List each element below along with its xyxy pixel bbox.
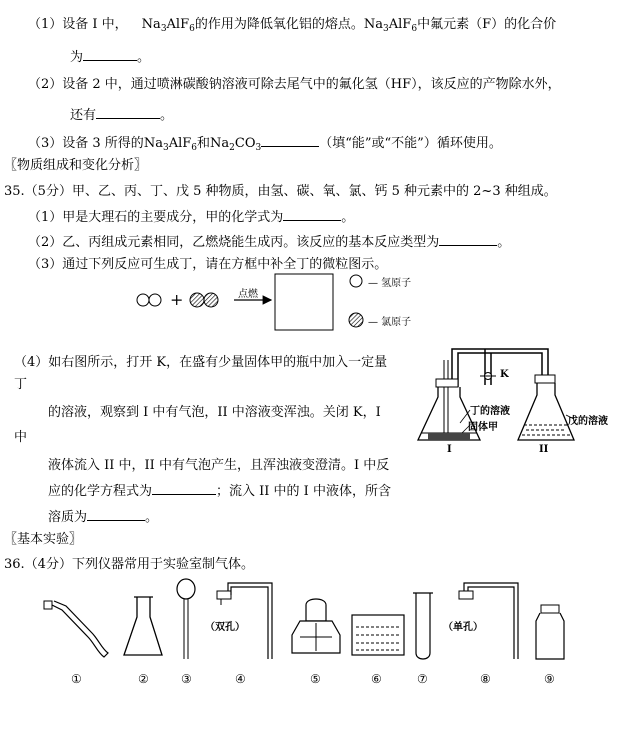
q35-part4-line7: 溶质为 。 (48, 510, 159, 525)
plus-sign: + (170, 290, 184, 309)
hydrogen-molecule-icon (137, 294, 161, 306)
answer-blank[interactable] (439, 233, 497, 246)
answer-blank[interactable] (152, 482, 216, 495)
instrument-number: ⑥ (371, 672, 382, 686)
chlorine-molecule-icon (190, 293, 218, 307)
legend-chlorine-label: — 氯原子 (368, 317, 412, 328)
q34-part2-line1: （2）设备 2 中，通过喷淋碳酸钠溶液可除去尾气中的氟化氢（HF），该反应的产物除水外， (28, 77, 561, 92)
instrument-number: ③ (181, 672, 192, 686)
q35-part4-line1: （4）如右图所示，打开 K，在盛有少量固体甲的瓶中加入一定量 (14, 355, 388, 370)
valve-k-label: K (500, 369, 509, 380)
answer-blank[interactable] (96, 106, 160, 119)
answer-blank[interactable] (83, 48, 137, 61)
answer-box (275, 274, 333, 330)
wu-solution-label: 戊的溶液 (568, 416, 608, 427)
section-header-composition: 〖物质组成和变化分析〗 (4, 158, 148, 173)
tag-single-hole: （单孔） (443, 622, 483, 633)
legend-chlorine-icon (349, 313, 363, 327)
instrument-2-conical-flask-icon (124, 597, 162, 655)
flask-II-icon (518, 375, 574, 440)
flask-II-label: II (539, 444, 549, 455)
answer-blank[interactable] (87, 508, 145, 521)
tag-double-hole: （双孔） (205, 622, 245, 633)
answer-blank[interactable] (283, 208, 341, 221)
section-header-basic-experiment: 〖基本实验〗 (4, 532, 83, 547)
q34-part1-line1: （1）设备 I 中， $Na_3AlF_6$的作用为降低氧化铝的熔点。$Na_3AlF_6$中氟元素（F）的化合价 (28, 17, 557, 34)
q35-part4-line2: 丁 (14, 377, 28, 392)
instrument-9-gas-jar-icon (536, 605, 564, 659)
q34-part2-line2: 还有 。 (70, 108, 174, 123)
q35-stem: 35.（5分）甲、乙、丙、丁、戊 5 种物质，由氢、碳、氧、氯、钙 5 种元素中的 2~3 种组成。 (4, 184, 557, 199)
q34-part3: （3）设备 3 所得的$Na_3AlF_6$和$Na_2CO_3$ （填“能”或“不能”）循环使用。 (28, 136, 502, 153)
lab-instruments-row (0, 575, 619, 665)
q35-part2: （2）乙、丙组成元素相同，乙燃烧能生成丙。该反应的基本反应类型为 。 (28, 235, 511, 250)
instrument-number: ⑦ (417, 672, 428, 686)
q35-part4-line3: 的溶液，观察到 I 中有气泡，II 中溶液变浑浊。关闭 K，I (48, 405, 381, 420)
instrument-number: ① (71, 672, 82, 686)
q35-part3: （3）通过下列反应可生成丁，请在方框中补全丁的微粒图示。 (28, 257, 388, 272)
answer-blank[interactable] (261, 134, 319, 147)
q35-part1: （1）甲是大理石的主要成分，甲的化学式为 。 (28, 210, 355, 225)
instrument-number: ⑧ (480, 672, 491, 686)
q34-part1-line2: 为 。 (70, 50, 151, 65)
legend-hydrogen-label: — 氢原子 (368, 278, 412, 289)
instrument-number: ⑤ (310, 672, 321, 686)
q35-part4-line4: 中 (14, 430, 28, 445)
two-flask-apparatus (0, 345, 619, 455)
flask-I-label: I (447, 444, 452, 455)
instrument-6-trough-icon (352, 615, 404, 655)
instrument-number: ④ (235, 672, 246, 686)
ding-solution-label: 丁的溶液 (470, 406, 510, 417)
instrument-5-alcohol-lamp-icon (292, 599, 340, 653)
instrument-3-funnel-icon (177, 579, 195, 659)
q35-part4-line5: 液体流入 II 中，II 中有气泡产生，且浑浊液变澄清。I 中反 (48, 458, 390, 473)
instrument-7-test-tube-icon (413, 593, 433, 659)
arrow-label: 点燃 (238, 289, 258, 300)
legend-hydrogen-icon (350, 275, 362, 287)
instrument-number: ⑨ (544, 672, 555, 686)
q35-part4-line6: 应的化学方程式为 ；流入 II 中的 I 中液体，所含 (48, 484, 391, 499)
instrument-1-delivery-tube-icon (44, 601, 108, 657)
q36-stem: 36.（4分）下列仪器常用于实验室制气体。 (4, 557, 254, 572)
instrument-number: ② (138, 672, 149, 686)
solid-jia-label: 固体甲 (468, 422, 498, 433)
